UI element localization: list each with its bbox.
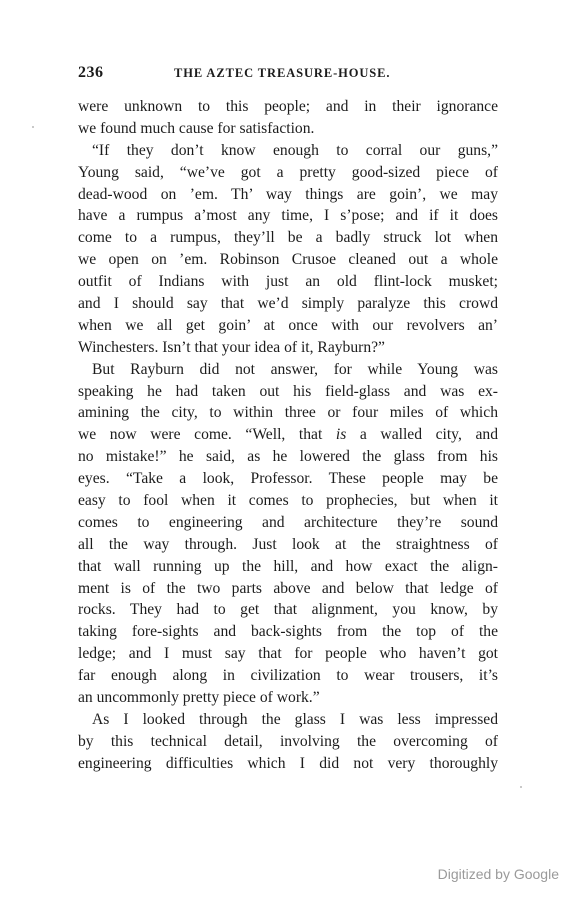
text-line: eyes. “Take a look, Professor. These people may be <box>78 470 498 488</box>
text-line: amining the city, to within three or four miles of which <box>78 404 498 422</box>
text-line: that wall running up the hill, and how exact the align- <box>78 557 498 575</box>
body-text <box>78 96 498 775</box>
text-line: ledge; and I must say that for people who haven’t got <box>78 645 498 663</box>
text-line: dead-wood on ’em. Th’ way things are goin’, we may <box>78 185 498 203</box>
text-line: an uncommonly pretty piece of work.” <box>78 689 320 707</box>
text-line: ment is of the two parts above and below that ledge of <box>78 579 498 597</box>
text-line: we open on ’em. Robinson Crusoe cleaned out a whole <box>78 251 498 269</box>
text-line: But Rayburn did not answer, for while Young was <box>92 360 498 378</box>
text-line: we now were come. “Well, that is a walled city, and <box>78 426 498 444</box>
text-line: we found much cause for satisfaction. <box>78 119 315 137</box>
text-line: speaking he had taken out his field-glass and was ex- <box>78 382 498 400</box>
text-line: come to a rumpus, they’ll be a badly struck lot when <box>78 229 498 247</box>
scan-speck <box>520 786 522 788</box>
text-line: easy to fool when it comes to prophecies, but when it <box>78 492 498 510</box>
text-line: and I should say that we’d simply paralyze this crowd <box>78 295 498 313</box>
running-head <box>78 64 498 84</box>
scan-speck <box>32 126 34 128</box>
text-line: far enough along in civilization to wear trousers, it’s <box>78 667 498 685</box>
text-line: all the way through. Just look at the straightness of <box>78 535 498 553</box>
text-line: were unknown to this people; and in their ignorance <box>78 98 498 115</box>
text-line: no mistake!” he said, as he lowered the glass from his <box>78 448 498 466</box>
page-number: 236 <box>78 64 104 81</box>
text-line: As I looked through the glass I was less impressed <box>92 710 498 728</box>
text-line: outfit of Indians with just an old flint-lock musket; <box>78 273 498 291</box>
text-line: Young said, “we’ve got a pretty good-sized piece of <box>78 163 498 181</box>
running-title: THE AZTEC TREASURE-HOUSE. <box>174 66 391 80</box>
text-line: “If they don’t know enough to corral our guns,” <box>92 141 498 159</box>
text-line: by this technical detail, involving the overcoming of <box>78 732 498 750</box>
text-line: engineering difficulties which I did not very thoroughly <box>78 754 498 772</box>
text-line: taking fore-sights and back-sights from the top of the <box>78 623 498 641</box>
text-line: when we all get goin’ at once with our revolvers an’ <box>78 316 498 334</box>
emphasis: is <box>335 426 347 444</box>
text-line: comes to engineering and architecture they’re sound <box>78 513 498 531</box>
text-line: have a rumpus a’most any time, I s’pose; and if it does <box>78 207 498 225</box>
text-line: rocks. They had to get that alignment, you know, by <box>78 601 498 619</box>
text-line: Winchesters. Isn’t that your idea of it, Rayburn?” <box>78 338 385 356</box>
digitized-by-watermark: Digitized by Google <box>437 866 559 882</box>
